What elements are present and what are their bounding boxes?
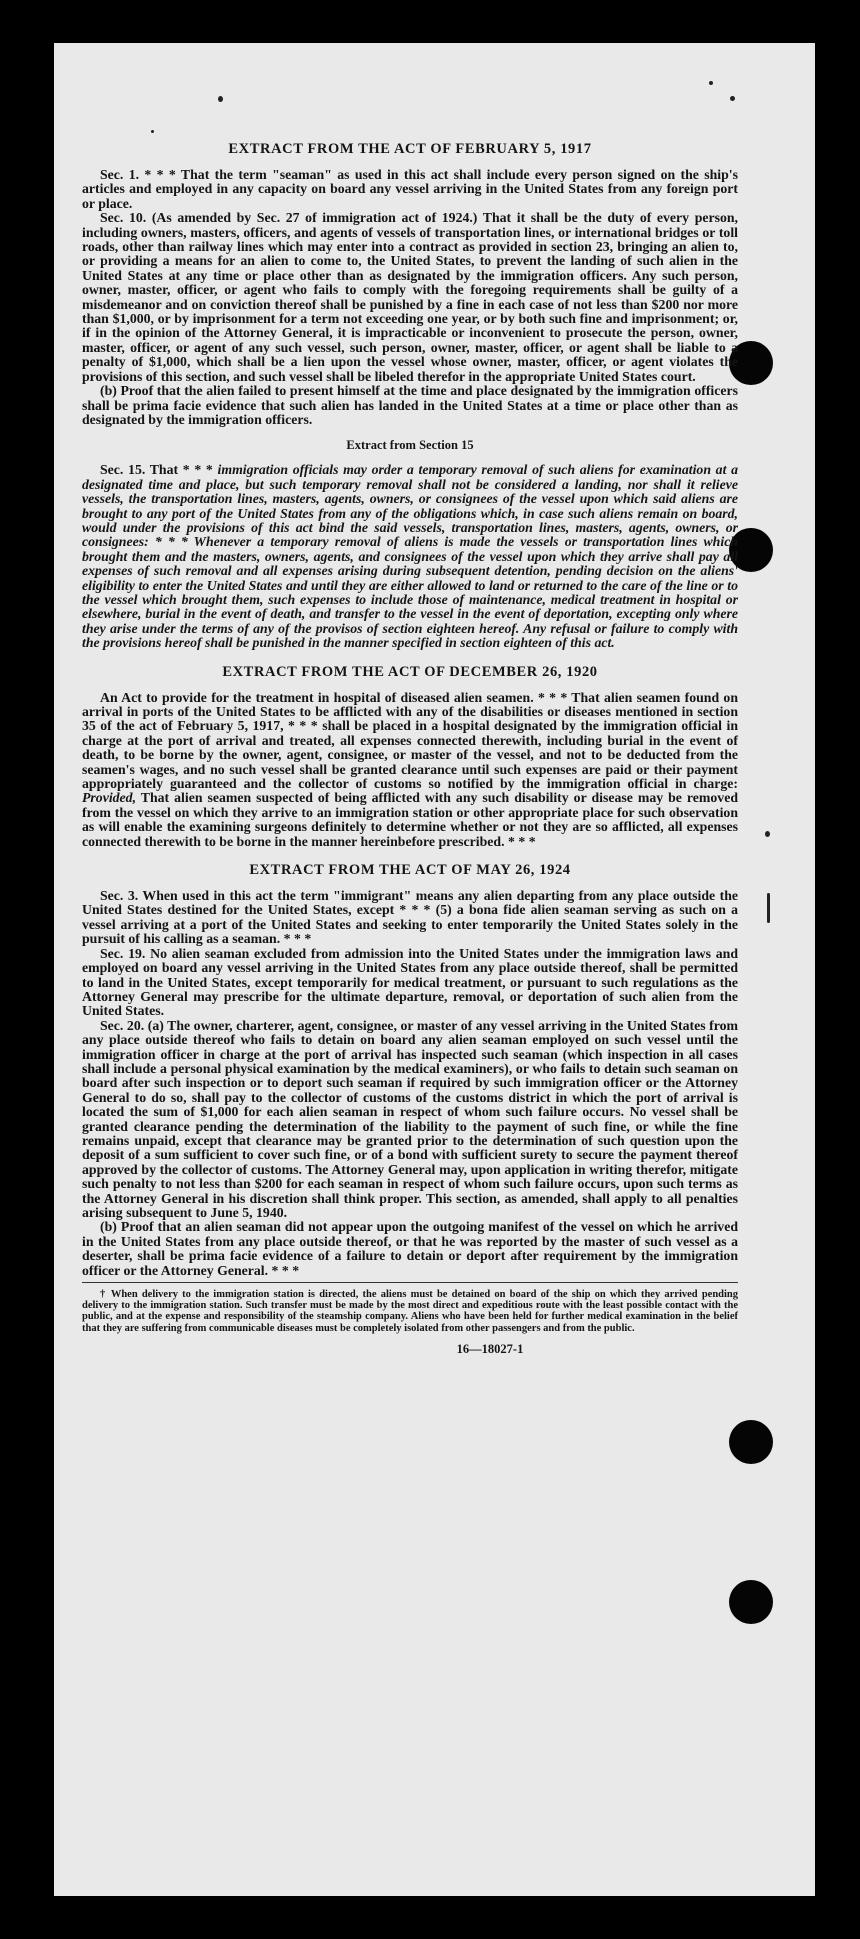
act-1920-text: An Act to provide for the treatment in hospital of diseased alien seamen. * * * That alien seamen found on arrival in ports of the United States to be afflicted with any of the disabilities or diseases mentioned in section 35 of the act of February 5, 1917, * * * shall be placed in a hospital designated by the immigration official in charge at the port of arrival and treated, all expenses connected therewith, including burial in the event of death, to be borne by the owner, agent, consignee, or master of the vessel, and not to be deducted from the seamen's wages, and no such vessel shall be granted clearance until such expenses are paid or their payment appropriately guaranteed and the collector of customs so notified by the immigration official in charge:: [82, 689, 738, 792]
section-10b-paragraph: (b) Proof that the alien failed to present himself at the time and place designated by the immigration officers shall be prima facie evidence that such alien has landed in the United States at a time or place other than as designated by the immigration officers.: [82, 383, 738, 427]
speck-mark: [151, 130, 154, 133]
section-19-paragraph: Sec. 19. No alien seaman excluded from admission into the United States under the immigration laws and employed on board any vessel arriving in the United States from any place outside thereof, shall be permitted to land in the United States, except temporarily for medical treatment, or pursuant to such regulations as the Attorney General may prescribe for the ultimate departure, removal, or deportation of such alien from the United States.: [82, 945, 738, 1019]
speck-mark: [218, 96, 223, 102]
speck-mark: [730, 96, 735, 101]
speck-mark: [765, 831, 770, 837]
section-15-italic-text: immigration officials may order a temporary removal of such aliens for examination at a designated time and place, but such temporary removal shall not be considered a landing, nor shall it relieve vessels, the transportation lines, masters, agents, owners, or consignees of the vessel upon which said aliens are brought to any port of the United States from any of the obligations which, in case such aliens remain on board, would under the provisions of this act bind the said vessels, transportation lines, masters, agents, owners, or consignees: * * * Whenever a temporary removal of aliens is made the vessels or transportation lines which brought them and the masters, owners, agents, and consignees of the vessel upon which they arrive shall pay all expenses of such removal and all expenses arising during subsequent detention, pending decision on the aliens' eligibility to enter the United States and until they are either allowed to land or returned to the care of the line or to the vessel which brought them, such expenses to include those of maintenance, medical treatment in hospital or elsewhere, burial in the event of death, and transfer to the vessel in the event of deportation, excepting only where they arise under the terms of any of the provisos of section eighteen hereof. Any refusal or failure to comply with the provisions hereof shall be punished in the manner specified in section eighteen of this act.: [82, 462, 738, 651]
form-number: 16—18027-1: [456, 1341, 524, 1356]
punch-hole: [729, 1420, 773, 1464]
heading-act-1917: EXTRACT FROM THE ACT OF FEBRUARY 5, 1917: [228, 141, 592, 157]
section-1-paragraph: Sec. 1. * * * That the term "seaman" as used in this act shall include every person signed on the ship's articles and employed in any capacity on board any vessel arriving in the United States from any foreign port or place.: [82, 167, 738, 211]
section-20a-paragraph: Sec. 20. (a) The owner, charterer, agent, consignee, or master of any vessel arriving in the United States from any place outside thereof who fails to detain on board any alien seaman employed on such vessel until the immigration officer in charge at the port of arrival has inspected such seaman (which inspection in all cases shall include a personal physical examination by the medical examiners), or who fails to detain such seaman on board after such inspection or to deport such seaman if required by such immigration officer or the Attorney General to do so, shall pay to the collector of customs of the customs district in which the port of arrival is located the sum of $1,000 for each alien seaman in respect of whom such failure occurs. No vessel shall be granted clearance pending the determination of the liability to the payment of such fine, or while the fine remains unpaid, except that clearance may be granted prior to the determination of such question upon the deposit of a sum sufficient to cover such fine, or of a bond with sufficient surety to secure the payment thereof approved by the collector of customs. The Attorney General may, upon application in writing therefor, mitigate such penalty to not less than $200 for each seaman in respect of whom such failure occurs, upon such terms as the Attorney General in his discretion shall think proper. This section, as amended, shall apply to all penalties arising subsequent to June 5, 1940.: [82, 1017, 738, 1220]
section-10-paragraph: Sec. 10. (As amended by Sec. 27 of immigration act of 1924.) That it shall be the duty of every person, including owners, masters, officers, and agents of vessels of transportation lines, or international bridges or toll roads, other than railway lines which may enter into a contract as provided in section 23, bringing an alien to, or providing a means for an alien to come to, the United States, to prevent the landing of such alien in the United States at any time or place other than as designated by the immigration officers. Any such person, owner, master, officer, or agent who fails to comply with the foregoing requirements shall be guilty of a misdemeanor and on conviction thereof shall be punished by a fine in each case of not less than $200 nor more than $1,000, or by imprisonment for a term not exceeding one year, or by both such fine and imprisonment; or, if in the opinion of the Attorney General, it is impracticable or inconvenient to prosecute the person, owner, master, officer, or agent of any such vessel, such person, owner, master, officer, or agent shall be liable to a penalty of $1,000, which shall be a lien upon the vessel whose owner, master, officer, or agent violates the provisions of this section, and such vessel shall be libeled therefor in the appropriate United States court.: [82, 210, 738, 384]
section-15-paragraph: [82, 463, 738, 650]
section-15-lead: Sec. 15. That * * *: [100, 462, 218, 478]
section-3-paragraph: Sec. 3. When used in this act the term "immigrant" means any alien departing from any place outside the United States destined for the United States, except * * * (5) a bona fide alien seaman serving as such on a vessel arriving at a port of the United States and seeking to enter temporarily the United States solely in the pursuit of his calling as a seaman. * * *: [82, 888, 738, 947]
punch-hole: [729, 1580, 773, 1624]
provided-clause: Provided,: [82, 790, 137, 806]
heading-act-1920: EXTRACT FROM THE ACT OF DECEMBER 26, 1920: [222, 663, 598, 680]
heading-act-1924: EXTRACT FROM THE ACT OF MAY 26, 1924: [249, 862, 571, 879]
speck-mark: [709, 81, 713, 85]
heading-section-15: Extract from Section 15: [346, 438, 474, 453]
footnote: † When delivery to the immigration station is directed, the aliens must be detained on board of the ship on which they arrived pending delivery to the immigration station. Such transfer must be made by the most direct and expeditious route with the least possible contact with the public, and at the expense and responsibility of the steamship company. Aliens who have been held for further medical examination in the belief that they are suffering from communicable diseases must be completely isolated from other passengers and from the public.: [82, 1289, 738, 1334]
document-body: [82, 140, 738, 1357]
speck-mark: [767, 893, 770, 923]
act-1920-paragraph: [82, 691, 738, 849]
section-20b-paragraph: (b) Proof that an alien seaman did not appear upon the outgoing manifest of the vessel on which he arrived in the United States from any place outside thereof, or that he was reported by the master of such vessel as a deserter, shall be prima facie evidence of a failure to detain or deport after requirement by the immigration officer or the Attorney General. * * *: [82, 1219, 738, 1278]
act-1920-text-cont: That alien seamen suspected of being afflicted with any such disability or disease may be removed from the vessel on which they arrive to an immigration station or other appropriate place for such observation as will enable the examining surgeons definitely to determine whether or not they are so afflicted, all expenses connected therewith to be borne in the manner hereinbefore prescribed. * * *: [82, 790, 738, 849]
footnote-divider: [82, 1282, 738, 1283]
